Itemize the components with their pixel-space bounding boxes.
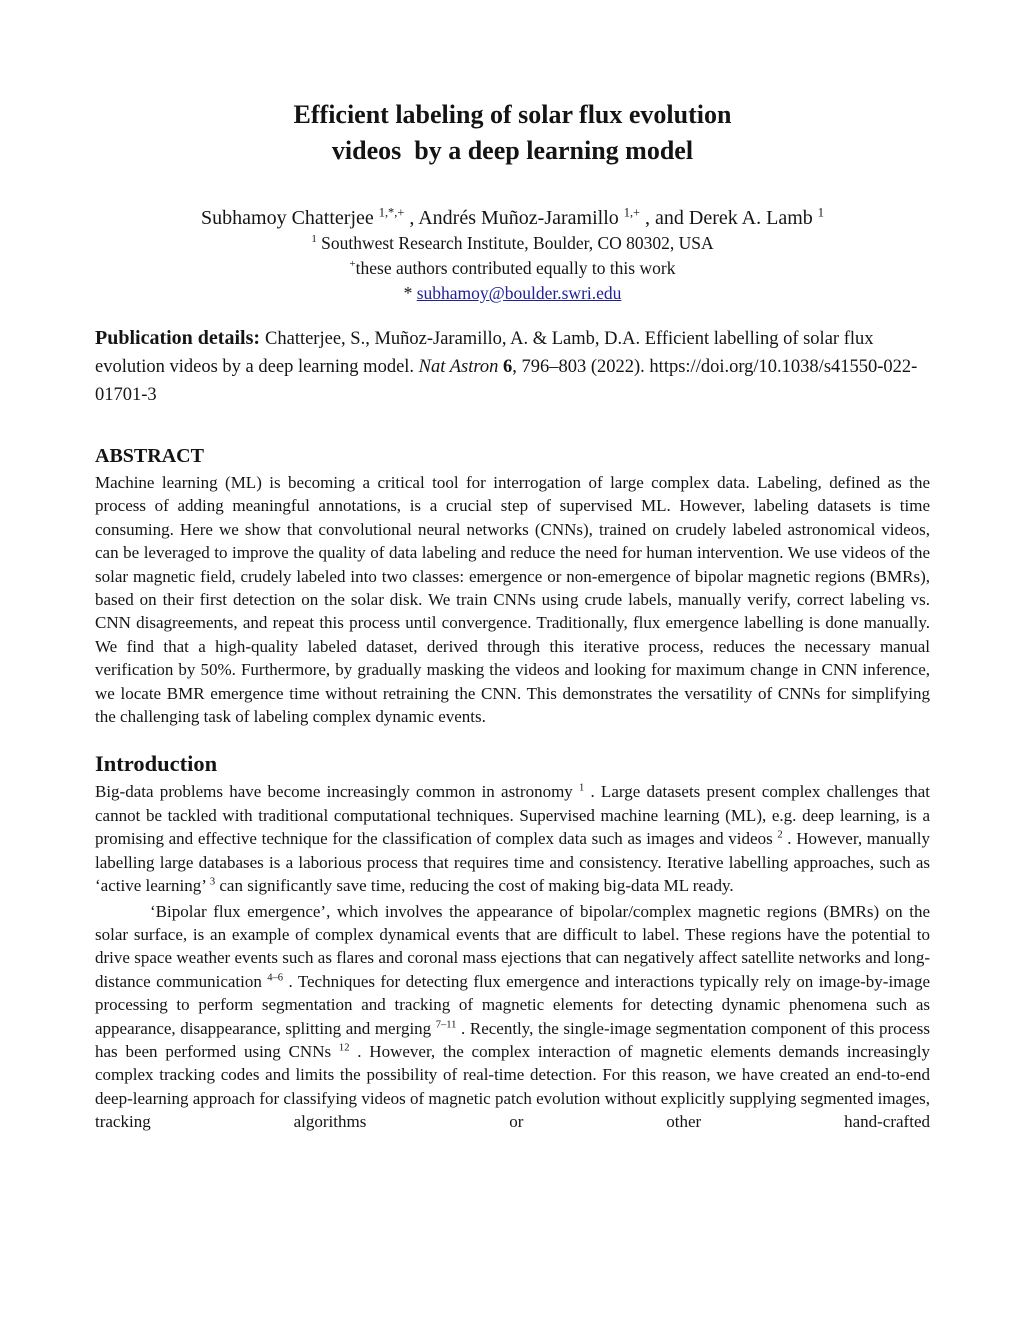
- paper-title-line2: videos by a deep learning model: [331, 136, 694, 165]
- reference-superscript: 1,+: [623, 205, 641, 220]
- introduction-paragraph-1: Big-data problems have become increasingly common in astronomy $^1$ . Large datasets present complex challenges that cannot be tackled with traditional computational techniques. Supervised machine learning (ML), e.g. deep learning, is a promising and effective technique for the classification of complex data such as images and videos $^2$ . However, manually labelling large databases is a laborious process that requires time and consistency. Iterative labelling approaches, such as ‘active learning’ $^3$ can significantly save time, reducing the cost of making big-data ML ready.: [95, 782, 930, 896]
- reference-superscript: 1: [817, 205, 824, 220]
- abstract-text: Machine learning (ML) is becoming a critical tool for interrogation of large complex data. Labeling, defined as the process of adding meaningful annotations, is a crucial step of supervised ML. However, labeling datasets is time consuming. Here we show that convolutional neural networks (CNNs), trained on crudely labeled astronomical videos, can be leveraged to improve the quality of data labeling and reduce the need for human intervention. We use videos of the solar magnetic field, crudely labeled into two classes: emergence or non-emergence of bipolar magnetic regions (BMRs), based on their first detection on the solar disk. We train CNNs using crude labels, manually verify, correct labeling vs. CNN disagreements, and repeat this process until convergence. Traditionally, flux emergence labelling is done manually. We find that a high-quality labeled dataset, derived through this iterative process, reduces the necessary manual verification by 50%. Furthermore, by gradually masking the videos and looking for maximum change in CNN inference, we locate BMR emergence time without retraining the CNN. This demonstrates the versatility of CNNs for simplifying the challenging task of labeling complex dynamic events.: [95, 473, 930, 727]
- email-link[interactable]: subhamoy@boulder.swri.edu: [416, 283, 622, 303]
- paper-title-line1: Efficient labeling of solar flux evolution: [293, 100, 732, 129]
- reference-superscript: 3: [209, 876, 216, 888]
- abstract-heading: ABSTRACT: [95, 445, 204, 467]
- authors-line: Subhamoy Chatterjee $^{1,*,+}$ , Andrés Muñoz-Jaramillo $^{1,+}$ , and Derek A. Lamb $^1$: [201, 205, 824, 229]
- reference-superscript: 4–6: [267, 972, 284, 984]
- contribution-note: +these authors contributed equally to this work: [349, 258, 676, 278]
- affiliation-line: $^1$ Southwest Research Institute, Boulder, CO 80302, USA: [311, 233, 714, 253]
- email-line: * subhamoy@boulder.swri.edu: [403, 283, 622, 303]
- reference-superscript: 2: [777, 829, 783, 841]
- introduction-paragraph-2: ‘Bipolar flux emergence’, which involves the appearance of bipolar/complex magnetic regions (BMRs) on the solar surface, is an example of complex dynamical events that are difficult to label. These regions have the potential to drive space weather events such as flares and coronal mass ejections that can negatively affect satellite networks and long-distance communication $^{4-6}$ . Techniques for detecting flux emergence and interactions typically rely on image-by-image processing to perform segmentation and tracking of magnetic elements for detecting dynamic phenomena such as appearance, disappearance, splitting and merging $^{7-11}$ . Recently, the single-image segmentation component of this process has been performed using CNNs $^{12}$ . However, the complex interaction of magnetic elements demands increasingly complex tracking codes and limits the possibility of real-time detection. For this reason, we have created an end-to-end deep-learning approach for classifying videos of magnetic patch evolution without explicitly supplying segmented images, tracking algorithms or other hand-crafted: [95, 901, 931, 1132]
- publication-details-label: Publication details:: [95, 327, 266, 349]
- reference-superscript: 1: [579, 782, 585, 794]
- reference-superscript: 12: [338, 1042, 350, 1054]
- paper-title: [95, 97, 930, 169]
- reference-superscript: 1: [311, 233, 317, 246]
- publication-details: Publication details: Chatterjee, S., Muñoz-Jaramillo, A. & Lamb, D.A. Efficient labelling of solar flux evolution videos by a deep learning model. Nat Astron 6, 796–803 (2022). https://doi.org/10.1038/s41550-022-01701-3: [95, 327, 918, 405]
- reference-superscript: 7–11: [435, 1018, 457, 1030]
- introduction-heading: Introduction: [95, 751, 218, 777]
- reference-superscript: +: [349, 258, 356, 271]
- reference-superscript: 1,*,+: [378, 205, 405, 220]
